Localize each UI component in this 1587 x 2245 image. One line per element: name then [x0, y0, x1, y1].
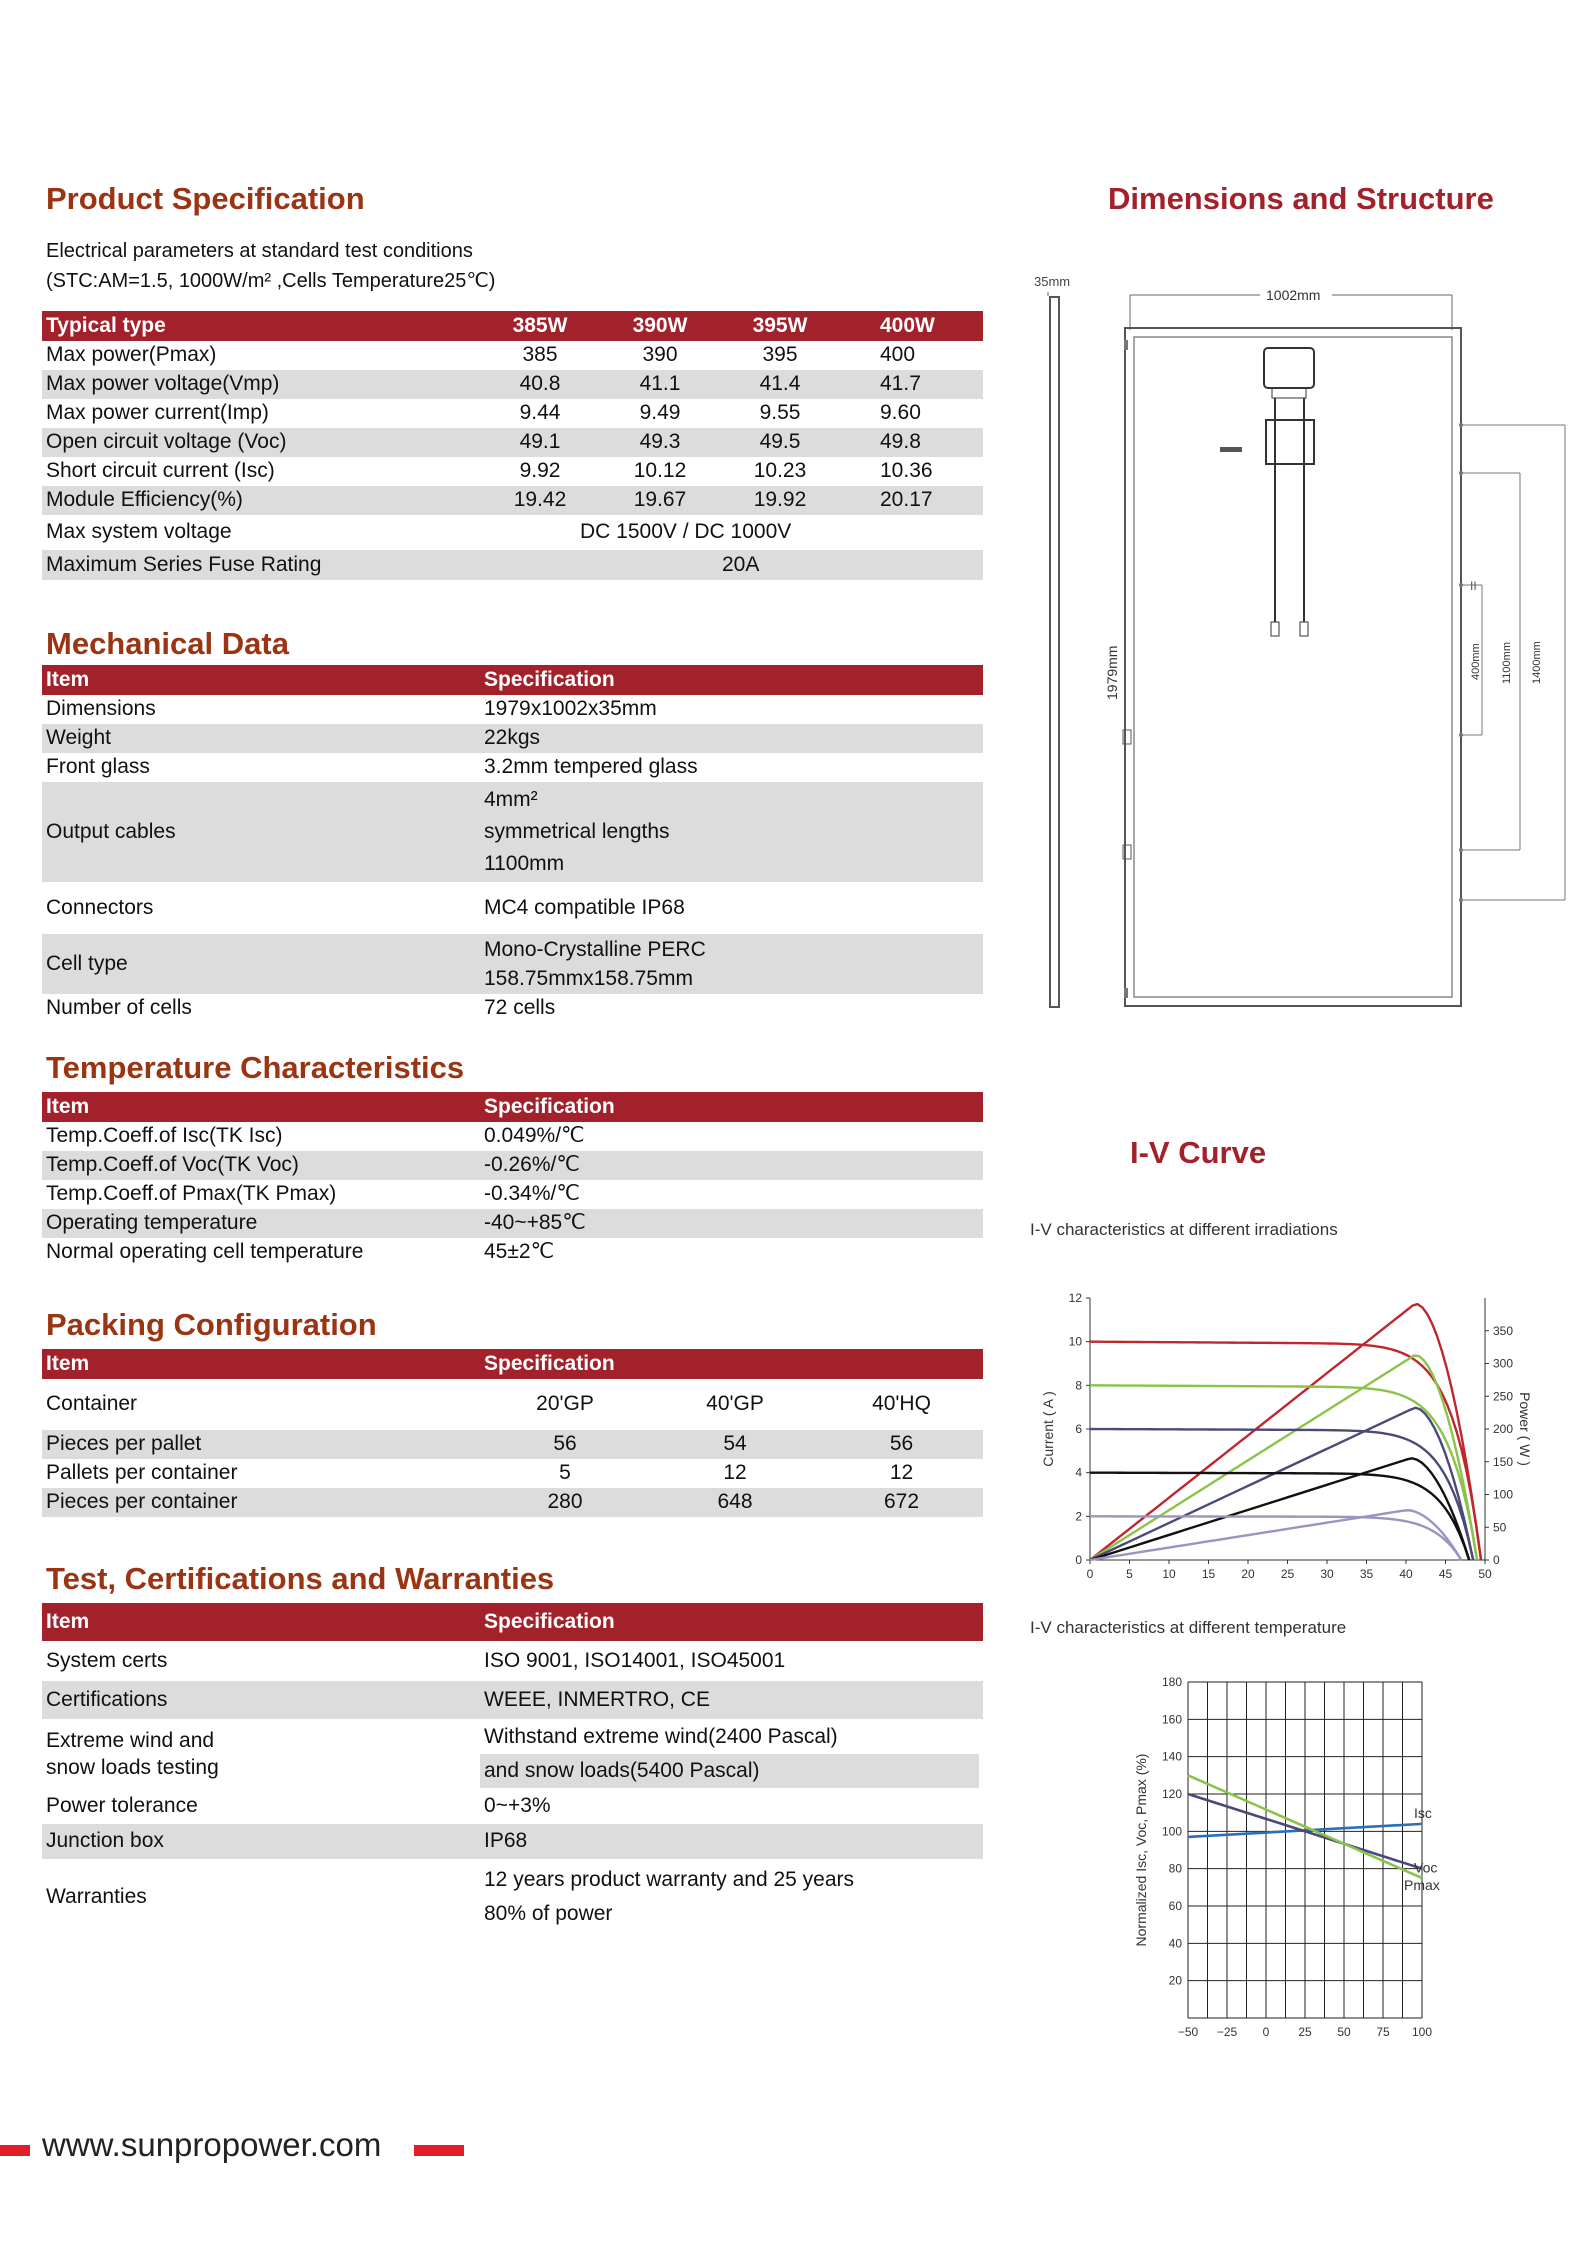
width-label: 1002mm: [1266, 287, 1321, 303]
x-tick-label: 15: [1201, 1567, 1216, 1581]
footer-url[interactable]: www.sunpropower.com: [42, 2126, 382, 2163]
hole-marker: [1459, 423, 1463, 427]
dimensions-title: Dimensions and Structure: [1108, 181, 1494, 216]
y-tick-label: 40: [1168, 1936, 1182, 1951]
hole-marker: [1459, 583, 1463, 587]
row-label: Number of cells: [46, 996, 192, 1020]
iv-series-line: [1090, 1429, 1473, 1560]
cell: 49.1: [480, 428, 600, 457]
table-row: [42, 724, 983, 753]
cell: -0.26%/℃: [480, 1151, 983, 1180]
y-tick-label: 2: [1075, 1509, 1082, 1524]
cell: [480, 1859, 983, 1935]
product-spec-table: [42, 311, 983, 580]
cable-line: 1100mm: [484, 852, 565, 875]
header-cell: Specification: [480, 665, 983, 695]
cell: -0.34%/℃: [484, 1182, 580, 1206]
x-tick-label: 25: [1298, 2025, 1312, 2039]
connector-left: [1271, 622, 1279, 636]
table-row: [42, 934, 983, 994]
row-label: Output cables: [42, 782, 480, 882]
cell: 41.7: [840, 370, 983, 399]
row-label: Power tolerance: [46, 1794, 198, 1818]
table-row: [42, 341, 983, 370]
table-row: [42, 1180, 983, 1209]
dim-1100-label: 1100mm: [1501, 642, 1513, 684]
y-tick-label: 160: [1161, 1712, 1182, 1727]
hole-marker: [1459, 898, 1463, 902]
cell: 20.17: [840, 486, 983, 515]
x-tick-label: 25: [1280, 1567, 1295, 1581]
row-label: Pieces per container: [42, 1488, 480, 1517]
y2-tick-label: 200: [1493, 1422, 1514, 1436]
table-row: [42, 457, 983, 486]
table-row: [42, 1430, 983, 1459]
row-label: Operating temperature: [42, 1209, 480, 1238]
cell: 41.4: [720, 370, 840, 399]
junction-box: [1264, 348, 1314, 388]
cell: 0.049%/℃: [484, 1124, 585, 1148]
row-label: Maximum Series Fuse Rating: [42, 550, 480, 580]
y2-axis-label: Power ( W ): [1517, 1392, 1533, 1466]
table-header: [42, 665, 983, 695]
cell: 49.5: [720, 428, 840, 457]
table-row: [42, 1151, 983, 1180]
y-tick-label: 180: [1161, 1675, 1182, 1689]
table-row: [42, 515, 983, 550]
y2-tick-label: 150: [1493, 1454, 1514, 1469]
table-row: [42, 994, 983, 1023]
row-label: Max power current(Imp): [46, 401, 269, 425]
warranties-title: Test, Certifications and Warranties: [46, 1561, 555, 1596]
table-row: [42, 1859, 983, 1935]
table-row: [42, 399, 983, 428]
row-label: Certifications: [42, 1681, 480, 1719]
cell: 0~+3%: [484, 1794, 551, 1818]
row-label: Warranties: [46, 1884, 147, 1908]
table-header: [42, 311, 983, 341]
column-header: 20'GP: [536, 1392, 594, 1416]
y-tick-label: 6: [1075, 1422, 1082, 1436]
row-label: Temp.Coeff.of Voc(TK Voc): [42, 1151, 480, 1180]
x-tick-label: 45: [1438, 1567, 1453, 1581]
iv-curve-title: I-V Curve: [1130, 1135, 1267, 1170]
y-axis-label: Current ( A ): [1040, 1391, 1056, 1467]
dim-400-label: 400mm: [1470, 643, 1482, 680]
x-tick-label: 40: [1399, 1567, 1413, 1581]
x-tick-label: 35: [1359, 1567, 1374, 1581]
cell: MC4 compatible IP68: [484, 895, 685, 919]
cell: 56: [820, 1430, 983, 1459]
x-tick-label: 100: [1411, 2025, 1433, 2039]
table-header: [42, 1092, 983, 1122]
x-tick-label: 50: [1478, 1567, 1492, 1581]
cell: 54: [650, 1430, 820, 1459]
row-label: Module Efficiency(%): [42, 486, 480, 515]
series-label: Isc: [1414, 1804, 1432, 1821]
height-label: 1979mm: [1104, 645, 1120, 700]
column-header: 40'GP: [706, 1392, 764, 1416]
cell: 49.3: [600, 428, 720, 457]
header-cell: Item: [42, 1092, 480, 1122]
y-tick-label: 20: [1168, 1973, 1182, 1988]
dim-1400-label: 1400mm: [1531, 641, 1543, 684]
header-cell: Typical type: [42, 311, 480, 341]
row-label: Weight: [42, 724, 480, 753]
row-label: Max power(Pmax): [46, 343, 217, 367]
cell: 22kgs: [480, 724, 983, 753]
module-frame-outer: [1125, 328, 1461, 1006]
cell: 49.8: [840, 428, 983, 457]
y-tick-label: 10: [1068, 1334, 1082, 1349]
x-tick-label: 50: [1337, 2025, 1351, 2039]
table-row: [42, 1488, 983, 1517]
cell: [480, 1719, 983, 1789]
row-label: Temp.Coeff.of Isc(TK Isc): [46, 1124, 283, 1148]
connector-right: [1300, 622, 1308, 636]
row-label: Container: [46, 1392, 138, 1416]
row-label: Pieces per pallet: [42, 1430, 480, 1459]
cell: 648: [650, 1488, 820, 1517]
header-cell: Specification: [480, 1603, 983, 1641]
footer-bar-right: [414, 2145, 464, 2156]
table-row: [42, 695, 983, 724]
series-label: Voc: [1414, 1859, 1438, 1876]
cell: DC 1500V / DC 1000V: [580, 520, 792, 544]
header-cell: Item: [42, 665, 480, 695]
table-header: [42, 1603, 983, 1641]
cell-type-line: Mono-Crystalline PERC: [484, 938, 706, 961]
table-row: [42, 1641, 983, 1681]
x-tick-label: 5: [1126, 1567, 1133, 1581]
table-row: [42, 1238, 983, 1267]
y-tick-label: 120: [1161, 1787, 1182, 1801]
cell: 385: [522, 343, 558, 367]
row-label: [42, 1719, 480, 1789]
cell: 72 cells: [484, 996, 556, 1020]
mounting-hole: [1124, 340, 1128, 350]
stc-line-2: (STC:AM=1.5, 1000W/m² ,Cells Temperature25℃): [46, 270, 496, 292]
mechanical-table: [42, 665, 983, 1023]
header-cell: Item: [42, 1603, 480, 1641]
warranty-line: 80% of power: [484, 1902, 613, 1925]
stc-intro: [46, 236, 495, 296]
row-label: Pallets per container: [46, 1461, 238, 1485]
iv-temperature-subtitle: I-V characteristics at different temperature: [1030, 1618, 1347, 1637]
thickness-label: 35mm: [1034, 274, 1071, 289]
x-tick-label: 75: [1376, 2025, 1390, 2039]
wind-value-line: and snow loads(5400 Pascal): [480, 1754, 979, 1788]
table-row: [42, 428, 983, 457]
y2-tick-label: 100: [1493, 1487, 1514, 1502]
y2-tick-label: 350: [1493, 1323, 1514, 1338]
table-row: [42, 1379, 983, 1430]
y2-tick-label: 300: [1493, 1356, 1514, 1371]
table-row: [42, 753, 983, 782]
cell: 280: [480, 1488, 650, 1517]
cell: -40~+85℃: [480, 1209, 983, 1238]
row-label: Temp.Coeff.of Pmax(TK Pmax): [46, 1182, 337, 1206]
cell: 20A: [480, 550, 983, 580]
side-profile: [1050, 297, 1059, 1007]
cell: ISO 9001, ISO14001, ISO45001: [484, 1648, 786, 1672]
cell: 5: [559, 1461, 571, 1485]
hole-marker: [1459, 733, 1463, 737]
y-tick-label: 140: [1161, 1749, 1182, 1764]
wind-label-line: snow loads testing: [46, 1756, 219, 1779]
y2-tick-label: 250: [1493, 1389, 1514, 1404]
footer-bar-left: [0, 2145, 30, 2156]
cell: IP68: [480, 1824, 983, 1859]
wind-value-line: Withstand extreme wind(2400 Pascal): [484, 1725, 838, 1748]
warranties-table: [42, 1603, 983, 1935]
temperature-title: Temperature Characteristics: [46, 1050, 465, 1085]
y2-tick-label: 0: [1493, 1553, 1500, 1567]
packing-table: [42, 1349, 983, 1517]
table-header: [42, 1349, 983, 1379]
cell: 40.8: [480, 370, 600, 399]
hole-marker: [1459, 471, 1463, 475]
header-cell: 385W: [480, 311, 600, 341]
table-row: [42, 1681, 983, 1719]
table-row: [42, 1209, 983, 1238]
cable-line: symmetrical lengths: [484, 820, 670, 843]
temperature-table: [42, 1092, 983, 1267]
y-axis-label: Normalized Isc, Voc, Pmax (%): [1133, 1753, 1149, 1947]
module-drawing: [1020, 260, 1580, 1020]
x-tick-label: 30: [1320, 1567, 1334, 1581]
hole-marker: [1459, 848, 1463, 852]
mechanical-title: Mechanical Data: [46, 626, 289, 661]
row-label: Short circuit current (Isc): [46, 459, 275, 483]
cell: 10.23: [753, 459, 807, 483]
header-cell: Specification: [480, 1092, 983, 1122]
y-tick-label: 4: [1075, 1465, 1082, 1480]
table-row: [42, 370, 983, 399]
label-plate: [1220, 447, 1242, 452]
row-label: Dimensions: [46, 697, 156, 721]
cell: 400: [880, 343, 916, 367]
cell: 9.92: [519, 459, 561, 483]
cell: 9.49: [639, 401, 681, 425]
header-cell: Specification: [480, 1349, 983, 1379]
row-label: Max system voltage: [46, 520, 232, 544]
table-row: [42, 1719, 983, 1789]
table-row: [42, 1459, 983, 1488]
y-tick-label: 12: [1068, 1291, 1082, 1305]
header-cell: 395W: [720, 311, 840, 341]
x-tick-label: 0: [1262, 2025, 1270, 2039]
cell: 19.67: [600, 486, 720, 515]
table-row: [42, 486, 983, 515]
table-row: [42, 550, 983, 580]
mark-label: II: [1470, 579, 1477, 593]
product-spec-title: Product Specification: [46, 181, 365, 216]
packing-title: Packing Configuration: [46, 1307, 377, 1342]
mounting-hole: [1124, 988, 1128, 998]
series-label: Pmax: [1404, 1877, 1440, 1893]
cell: 9.44: [519, 401, 561, 425]
y-tick-label: 80: [1168, 1861, 1182, 1876]
x-tick-label: −25: [1216, 2025, 1238, 2039]
cell: 1979x1002x35mm: [484, 697, 657, 721]
cell: 9.60: [880, 401, 921, 425]
y2-tick-label: 50: [1493, 1520, 1507, 1535]
cell: 390: [642, 343, 678, 367]
row-label: Junction box: [42, 1824, 480, 1859]
stc-line-1: Electrical parameters at standard test conditions: [46, 240, 473, 262]
row-label: Connectors: [46, 895, 154, 919]
table-row: [42, 782, 983, 882]
cell: 56: [480, 1430, 650, 1459]
iv-irradiation-subtitle: I-V characteristics at different irradiations: [1030, 1220, 1338, 1239]
cell: 395: [762, 343, 798, 367]
cell: 41.1: [600, 370, 720, 399]
x-tick-label: 20: [1241, 1567, 1255, 1581]
cell: [480, 934, 983, 994]
table-row: [42, 1824, 983, 1859]
wind-label-line: Extreme wind and: [46, 1729, 215, 1752]
cell: WEEE, INMERTRO, CE: [480, 1681, 983, 1719]
table-row: [42, 1122, 983, 1151]
y-tick-label: 100: [1161, 1824, 1182, 1839]
cell: 12: [889, 1461, 914, 1485]
junction-box-base: [1272, 388, 1306, 398]
table-row: [42, 1789, 983, 1824]
cell: 19.42: [480, 486, 600, 515]
module-frame-inner: [1134, 337, 1452, 997]
iv-irradiation-chart: [1030, 1280, 1533, 1600]
cell-type-line: 158.75mmx158.75mm: [484, 967, 693, 990]
iv-series-line: [1090, 1516, 1461, 1560]
cell: 9.55: [759, 401, 801, 425]
row-label: Open circuit voltage (Voc): [42, 428, 480, 457]
cell: 10.36: [880, 459, 933, 483]
header-cell: Item: [42, 1349, 480, 1379]
iv-temperature-chart: [1120, 1660, 1490, 2060]
cell: 45±2℃: [484, 1240, 555, 1264]
cell: 10.12: [633, 459, 687, 483]
header-cell: 400W: [840, 311, 983, 341]
y-tick-label: 8: [1075, 1378, 1082, 1393]
column-header: 40'HQ: [872, 1392, 931, 1416]
table-row: [42, 882, 983, 934]
cell: 3.2mm tempered glass: [484, 755, 698, 779]
x-tick-label: 10: [1162, 1567, 1176, 1581]
y-tick-label: 60: [1168, 1899, 1182, 1913]
x-tick-label: −50: [1177, 2025, 1199, 2039]
header-cell: 390W: [600, 311, 720, 341]
row-label: Max power voltage(Vmp): [42, 370, 480, 399]
cell: 19.92: [720, 486, 840, 515]
row-label: Front glass: [46, 755, 150, 779]
row-label: Cell type: [42, 934, 480, 994]
warranty-line: 12 years product warranty and 25 years: [484, 1868, 855, 1891]
y-tick-label: 0: [1075, 1553, 1082, 1567]
cell: 12: [723, 1461, 747, 1485]
x-tick-label: 0: [1086, 1567, 1094, 1581]
row-label: System certs: [46, 1648, 168, 1672]
cable-line: 4mm²: [484, 788, 538, 811]
row-label: Normal operating cell temperature: [46, 1240, 364, 1264]
cell: [480, 782, 983, 882]
cell: 672: [820, 1488, 983, 1517]
cable-clamp: [1266, 420, 1314, 464]
